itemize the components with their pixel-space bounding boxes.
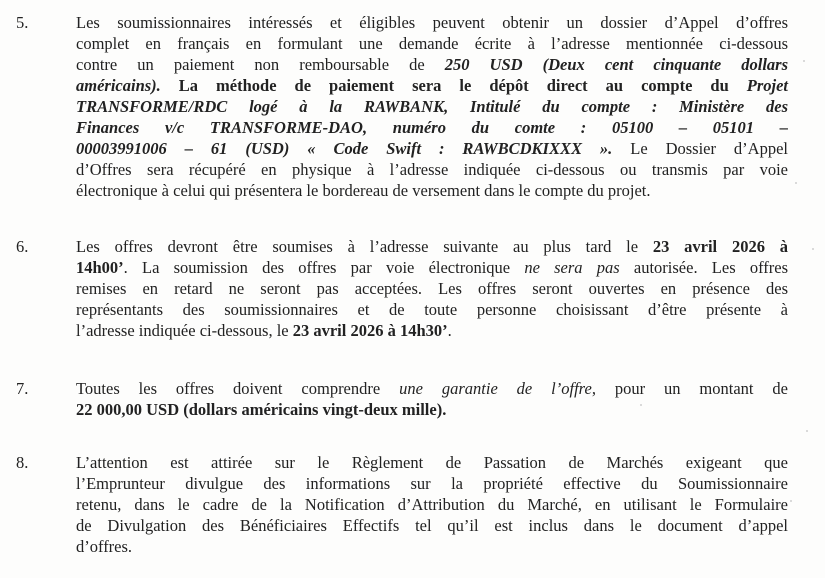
text-run: Les offres devront être soumises à l’adresse suivante au plus tard le	[76, 237, 653, 256]
text-line	[76, 180, 788, 201]
text-run: américains).	[76, 76, 179, 95]
text-run: l’adresse indiquée ci-dessous, le	[76, 321, 293, 340]
text-run: 23 avril 2026 à 14h30’	[292, 321, 448, 340]
scan-speck	[803, 60, 805, 62]
text-line	[76, 159, 788, 180]
text-run: , pour un montant de	[591, 379, 788, 398]
text-run: autorisée. Les offres	[619, 258, 788, 277]
text-line	[76, 138, 788, 159]
text-run: 22 000,00 USD (dollars américains vingt-deux mille).	[76, 400, 447, 419]
text-run: d’offres.	[76, 537, 133, 556]
scan-speck	[790, 500, 792, 502]
paragraph-number: 5.	[16, 13, 29, 32]
text-run: 14h00’	[76, 258, 124, 277]
text-run: L’attention est attirée sur le Règlement de Passation de Marchés exigeant que	[76, 453, 788, 472]
text-run: 23 avril 2026 à	[652, 237, 788, 256]
text-run: Les soumissionnaires intéressés et éligibles peuvent obtenir un dossier d’Appel d’offres	[76, 13, 788, 32]
text-line	[76, 515, 788, 536]
text-run: Toutes les offres doivent comprendre	[76, 379, 400, 398]
text-run: TRANSFORME/RDC logé à la RAWBANK, Intitulé du compte : Ministère des	[76, 97, 788, 116]
text-run: . La soumission des offres par voie électronique	[123, 258, 525, 277]
paragraph-number: 6.	[16, 237, 29, 256]
text-run: 00003991006 – 61 (USD) « Code Swift : RAWBCDKIXXX ».	[76, 139, 613, 158]
text-line	[76, 33, 788, 54]
text-line	[76, 75, 788, 96]
paragraph-number: 8.	[16, 453, 29, 472]
text-run: Le Dossier d’Appel	[612, 139, 788, 158]
text-run: Finances v/c TRANSFORME-DAO, numéro du comte : 05100 – 05101 –	[76, 118, 788, 137]
paragraph-text	[76, 236, 788, 341]
text-run: l’Emprunteur divulgue des informations sur la propriété effective du Soumissionnaire	[76, 474, 788, 493]
text-run: 250 USD (Deux cent cinquante dollars	[444, 55, 789, 74]
text-run: La méthode de paiement sera le dépôt direct au compte du	[178, 76, 747, 95]
paragraph-text	[76, 378, 788, 420]
paragraph-text	[76, 452, 788, 557]
text-run: ne sera pas	[524, 258, 620, 277]
text-run: Projet	[746, 76, 788, 95]
scan-speck	[806, 430, 808, 432]
text-line	[76, 236, 788, 257]
text-run: .	[447, 321, 452, 340]
text-line	[76, 378, 788, 399]
scan-speck	[795, 182, 797, 184]
text-run: une garantie de l’offre	[399, 379, 592, 398]
text-line	[76, 96, 788, 117]
text-line	[76, 54, 788, 75]
text-run: remises en retard ne seront pas acceptées. Les offres seront ouvertes en présence des	[76, 279, 788, 298]
text-line	[76, 117, 788, 138]
paragraph-text	[76, 12, 788, 201]
text-run: représentants des soumissionnaires et de toute personne choisissant d’être présente à	[76, 300, 788, 319]
text-run: d’Offres sera récupéré en physique à l’adresse indiquée ci-dessous ou transmis par voie	[76, 160, 788, 179]
text-line	[76, 399, 788, 420]
text-line	[76, 278, 788, 299]
text-line	[76, 452, 788, 473]
text-line	[76, 299, 788, 320]
text-line	[76, 320, 788, 341]
text-line	[76, 257, 788, 278]
scan-speck	[812, 248, 814, 250]
text-line	[76, 12, 788, 33]
scan-speck	[640, 404, 642, 406]
text-line	[76, 494, 788, 515]
text-line	[76, 536, 788, 557]
text-run: électronique à celui qui présentera le bordereau de versement dans le compte du projet.	[76, 181, 651, 200]
text-run: contre un paiement non remboursable de	[76, 55, 445, 74]
text-line	[76, 473, 788, 494]
text-run: complet en français en formulant une demande écrite à l’adresse mentionnée ci-dessous	[76, 34, 788, 53]
paragraph-number: 7.	[16, 379, 29, 398]
text-run: de Divulgation des Bénéficiaires Effectifs tel qu’il est inclus dans le document d’appel	[76, 516, 788, 535]
text-run: retenu, dans le cadre de la Notification d’Attribution du Marché, en utilisant le Formulaire	[76, 495, 788, 514]
